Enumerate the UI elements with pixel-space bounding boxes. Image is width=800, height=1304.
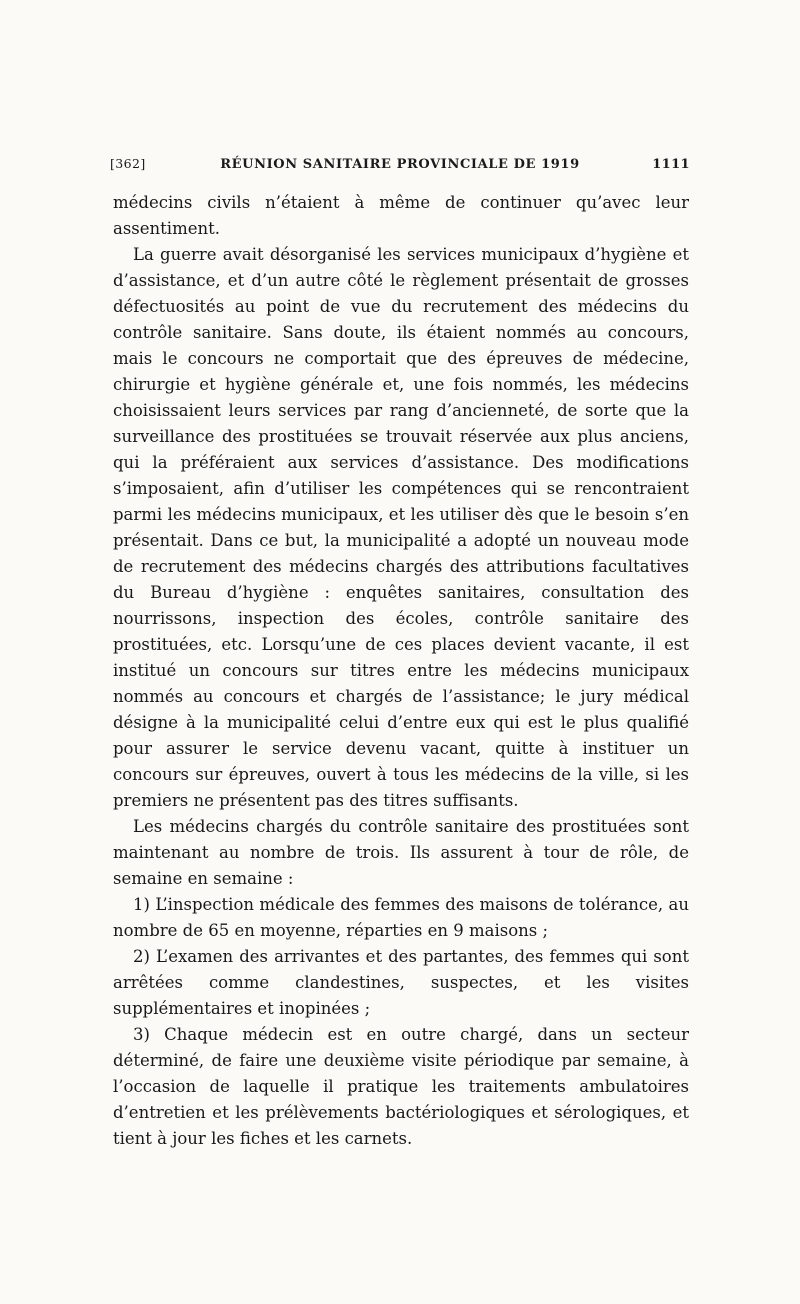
paragraph-continuation: médecins civils n’étaient à même de continuer qu’avec leur assentiment. bbox=[113, 193, 689, 238]
list-item-2: 2) L’examen des arrivantes et des partantes, des femmes qui sont arrêtées comme clandestines, suspectes, et les visites supplémentaires et inopinées ; bbox=[113, 947, 689, 1018]
margin-reference: [362] bbox=[110, 156, 146, 171]
paragraph: La guerre avait désorganisé les services municipaux d’hygiène et d’assistance, et d’un autre côté le règlement présentait de grosses défectuosités au point de vue du recrutement des médecins du contrôle sanitaire. Sans doute, ils étaient nommés au concours, mais le concours ne comportait que des épreuves de médecine, chirurgie et hygiène générale et, une fois nommés, les médecins choisissaient leurs services par rang d’ancienneté, de sorte que la surveillance des prostituées se trouvait réservée aux plus anciens, qui la préféraient aux services d’assistance. Des modifications s’imposaient, afin d’utiliser les compétences qui se rencontraient parmi les médecins municipaux, et les utiliser dès que le besoin s’en présentait. Dans ce but, la municipalité a adopté un nouveau mode de recrutement des médecins chargés des attributions facultatives du Bureau d’hygiène : enquêtes sanitaires, consultation des nourrissons, inspection des écoles, contrôle sanitaire des prostituées, etc. Lorsqu’une de ces places devient vacante, il est institué un concours sur titres entre les médecins municipaux nommés au concours et chargés de l’assistance; le jury médical désigne à la municipalité celui d’entre eux qui est le plus qualifié pour assurer le service devenu vacant, quitte à instituer un concours sur épreuves, ouvert à tous les médecins de la ville, si les premiers ne présentent pas des titres suffisants. bbox=[113, 245, 689, 810]
running-header bbox=[110, 156, 690, 172]
running-title: RÉUNION SANITAIRE PROVINCIALE DE 1919 bbox=[220, 157, 580, 172]
list-item-3: 3) Chaque médecin est en outre chargé, dans un secteur déterminé, de faire une deuxième visite périodique par semaine, à l’occasion de laquelle il pratique les traitements ambulatoires d’entretien et les prélèvements bactériologiques et sérologiques, et tient à jour les fiches et les carnets. bbox=[113, 1025, 689, 1148]
list-item-1: 1) L’inspection médicale des femmes des maisons de tolérance, au nombre de 65 en moyenne, réparties en 9 maisons ; bbox=[113, 895, 689, 940]
paragraph: Les médecins chargés du contrôle sanitaire des prostituées sont maintenant au nombre de trois. Ils assurent à tour de rôle, de semaine en semaine : bbox=[113, 817, 689, 888]
page-number: 1111 bbox=[652, 157, 690, 172]
page-body bbox=[113, 190, 689, 1152]
